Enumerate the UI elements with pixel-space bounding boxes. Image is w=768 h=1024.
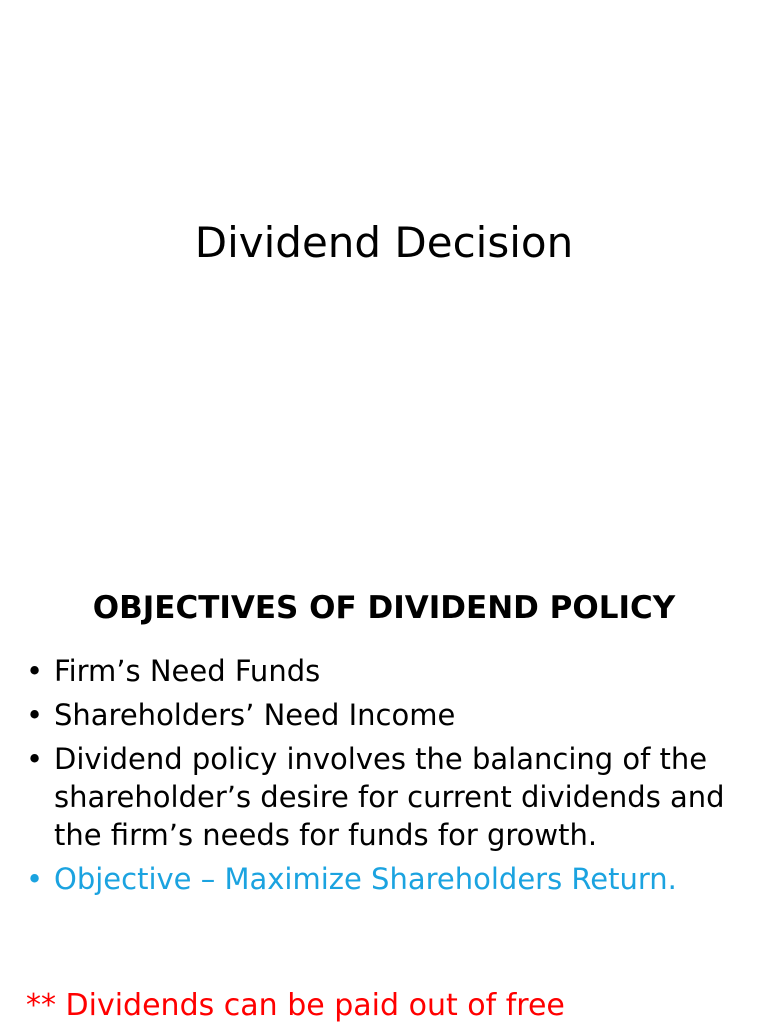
- section-heading: OBJECTIVES OF DIVIDEND POLICY: [92, 590, 676, 626]
- list-item-text: Shareholders’ Need Income: [54, 698, 456, 732]
- slide-title: Dividend Decision: [194, 218, 574, 267]
- list-item: [26, 740, 756, 854]
- bullet-icon: •: [26, 862, 44, 896]
- bullet-icon: •: [26, 654, 44, 688]
- bullet-icon: •: [26, 698, 44, 732]
- list-item-text: Objective – Maximize Shareholders Return.: [54, 862, 677, 896]
- bullet-icon: •: [26, 742, 44, 776]
- footnote: ** Dividends can be paid out of free: [26, 988, 565, 1023]
- list-item: [26, 696, 756, 734]
- list-item: [26, 652, 756, 690]
- list-item-text: Firm’s Need Funds: [54, 654, 321, 688]
- list-item-text: Dividend policy involves the balancing of the shareholder’s desire for current dividends and the firm’s needs for funds for growth.: [54, 742, 725, 852]
- list-item-objective: [26, 860, 756, 898]
- bullet-list: [26, 652, 756, 904]
